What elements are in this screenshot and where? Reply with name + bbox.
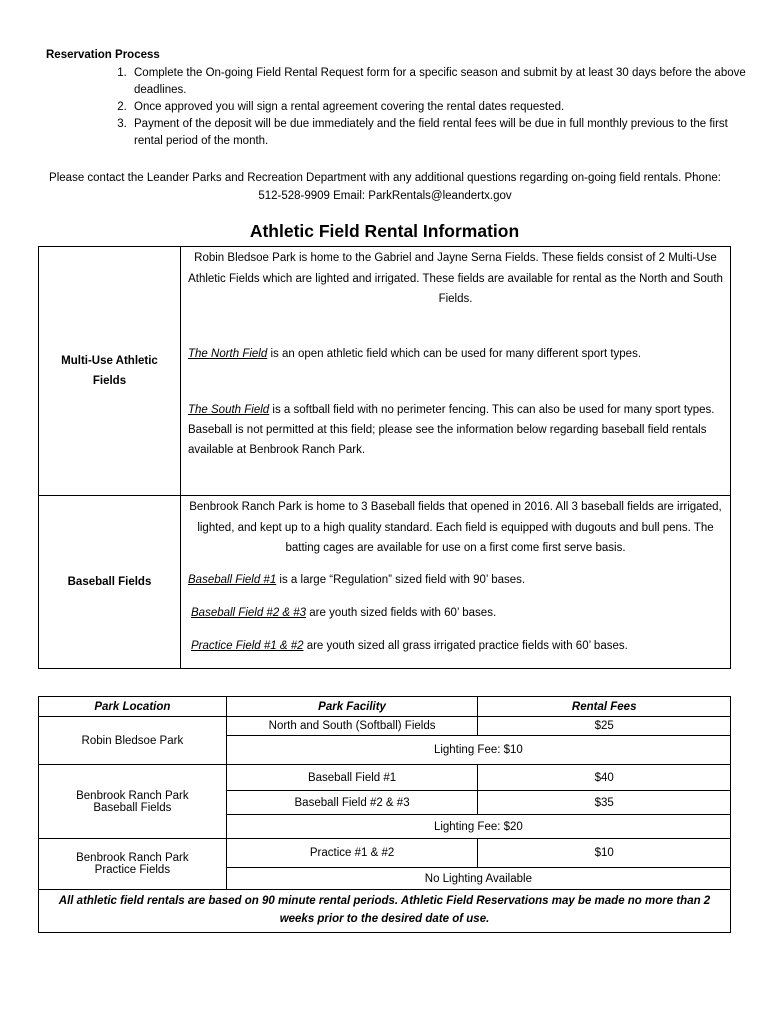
table-row: [39, 717, 731, 736]
baseball-field1-desc: is a large “Regulation” sized field with 90’ bases.: [276, 574, 526, 586]
practice-facility: Practice #1 & #2: [226, 839, 478, 868]
multi-use-row: [39, 247, 731, 496]
rental-fees-table: [38, 696, 731, 933]
header-rental-fees: Rental Fees: [478, 697, 731, 717]
multi-use-description-cell: [181, 247, 731, 496]
benbrook-baseball-location: Benbrook Ranch Park Baseball Fields: [39, 765, 227, 839]
practice-field-name: Practice Field #1 & #2: [191, 640, 304, 652]
north-field-paragraph: [188, 344, 724, 364]
contact-paragraph: Please contact the Leander Parks and Recreation Department with any additional questions regarding on-going field rentals. Phone: 512-528-9909 Email: ParkRentals@leandertx.gov: [49, 172, 721, 202]
practice-field-desc: are youth sized all grass irrigated practice fields with 60’ bases.: [303, 640, 628, 652]
table-row: [39, 765, 731, 791]
benbrook-practice-location: Benbrook Ranch Park Practice Fields: [39, 839, 227, 890]
reservation-process-heading: Reservation Process: [46, 49, 160, 61]
south-field-paragraph: [188, 400, 724, 460]
baseball-field23-name: Baseball Field #2 & #3: [191, 607, 307, 619]
table-row: [39, 890, 731, 933]
baseball-intro: Benbrook Ranch Park is home to 3 Baseball fields that opened in 2016. All 3 baseball fields are irrigated, lighted, and kept up to a high quality standard. Each field is equipped with dugouts and bull pens. The batting cages are available for use on a first come first serve basis.: [189, 501, 722, 554]
info-title: Athletic Field Rental Information: [249, 221, 520, 241]
robin-facility: North and South (Softball) Fields: [226, 717, 478, 736]
reservation-step: 1. Complete the On-going Field Rental Request form for a specific season and submit by at least 30 days before the above deadlines.: [130, 65, 750, 99]
fees-header-row: [39, 697, 731, 717]
table-row: [39, 839, 731, 868]
south-field-name: The South Field: [188, 404, 270, 416]
practice-fee: $10: [478, 839, 731, 868]
benbrook-fee-2: $35: [478, 791, 731, 815]
north-field-desc: is an open athletic field which can be used for many different sport types.: [267, 348, 642, 360]
baseball-field23-paragraph: [191, 603, 724, 623]
reservation-step: 3. Payment of the deposit will be due immediately and the field rental fees will be due in full monthly previous to the first rental period of the month.: [130, 116, 750, 150]
rental-note: All athletic field rentals are based on 90 minute rental periods. Athletic Field Reservations may be made no more than 2 weeks prior to the desired date of use.: [39, 890, 731, 933]
benbrook-facility-1: Baseball Field #1: [226, 765, 478, 791]
north-field-name: The North Field: [188, 348, 268, 360]
benbrook-facility-2: Baseball Field #2 & #3: [226, 791, 478, 815]
practice-field-paragraph: [191, 636, 724, 656]
robin-lighting: Lighting Fee: $10: [226, 736, 730, 765]
baseball-row: [39, 496, 731, 669]
baseball-label: Baseball Fields: [39, 496, 181, 669]
robin-location: Robin Bledsoe Park: [39, 717, 227, 765]
multi-use-label: Multi-Use Athletic Fields: [39, 247, 181, 496]
baseball-field1-paragraph: [188, 570, 724, 590]
benbrook-fee-1: $40: [478, 765, 731, 791]
header-park-location: Park Location: [39, 697, 227, 717]
header-park-facility: Park Facility: [226, 697, 478, 717]
benbrook-lighting: Lighting Fee: $20: [226, 815, 730, 839]
south-field-desc: is a softball field with no perimeter fencing. This can also be used for many sport types. Baseball is not permitted at this field; please see the information below regarding baseball field rentals available at Benbrook Ranch Park.: [188, 404, 715, 456]
multi-use-intro: Robin Bledsoe Park is home to the Gabriel and Jayne Serna Fields. These fields consist of 2 Multi-Use Athletic Fields which are lighted and irrigated. These fields are available for rental as the North and South Fields.: [188, 252, 723, 305]
reservation-step: 2. Once approved you will sign a rental agreement covering the rental dates requested.: [130, 99, 750, 116]
baseball-field23-desc: are youth sized fields with 60’ bases.: [306, 607, 497, 619]
robin-fee: $25: [478, 717, 731, 736]
reservation-steps-list: [92, 65, 750, 150]
field-info-table: [38, 246, 731, 669]
practice-lighting: No Lighting Available: [226, 868, 730, 890]
baseball-description-cell: [181, 496, 731, 669]
baseball-field1-name: Baseball Field #1: [188, 574, 277, 586]
